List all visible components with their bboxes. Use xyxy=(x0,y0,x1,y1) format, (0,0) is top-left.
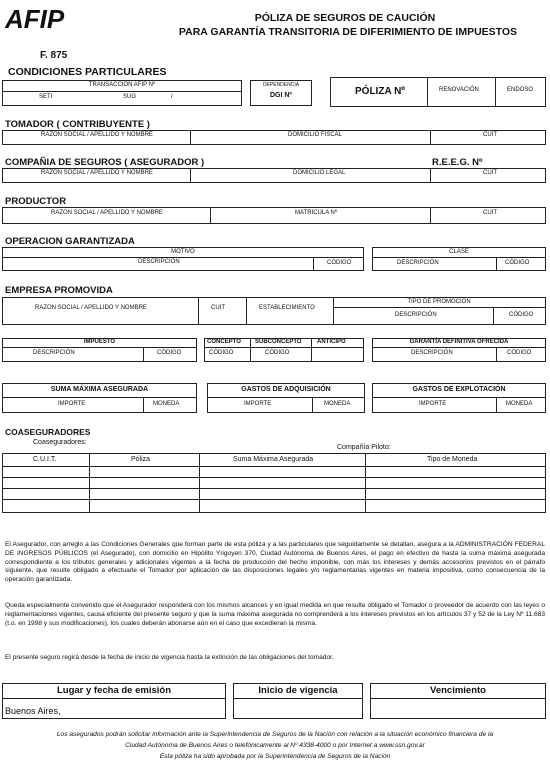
transaccion-label: TRANSACCIÓN AFIP Nº xyxy=(88,82,156,88)
inicio-vigencia-box xyxy=(233,683,363,719)
col-poliza: Póliza xyxy=(131,456,151,463)
tipo-promocion-descripcion-label: DESCRIPCIÓN xyxy=(395,312,437,318)
empresa-cuit-label: CUIT xyxy=(211,305,225,311)
suma-importe-label: IMPORTE xyxy=(58,401,86,407)
poliza-label: PÓLIZA Nº xyxy=(355,86,405,97)
clase-box xyxy=(372,247,546,271)
gastos-exp-importe-label: IMPORTE xyxy=(419,401,447,407)
col-cuit: C.U.I.T. xyxy=(33,456,57,463)
garantia-box xyxy=(372,338,546,362)
gastos-adq-importe-label: IMPORTE xyxy=(244,401,272,407)
vencimiento-box xyxy=(370,683,546,719)
legal-paragraph-1: El Asegurador, con arreglo a las Condiciones Generales que forman parte de esta póliza y a las particulares que seguidamente se detallan, asegura a la ADMINISTRACIÓN FEDERAL DE INGRESOS PÚBLICOS (el Asegurado), con domicilio en Hipólito Yrigoyen 370, Ciudad Autónoma de Buenos Aires, el pago en efectivo de hasta la suma máxima asegurada correspondiente a los tributos generales y adicionales vigentes a la fecha de producción del hecho imponible, con más los intereses y demás accesorios previstos en el párrafo siguiente, que resulte obligado a efectuarle el Tomador por aplicación de las disposiciones legales y/o reglamentarias vigentes en materia impositiva, como consecuencia de la operación garantizada. xyxy=(5,541,545,584)
clase-label: CLASE xyxy=(449,249,469,255)
footer-line-1: Los asegurados podrán solicitar información ante la Superintendencia de Seguros de la Nación con relación a la situación económico financiera de la xyxy=(56,731,494,738)
footer-line-2: Ciudad Autónoma de Buenos Aires o telefónicamente al Nº 4338-4000 o por Internet a www.ssn.gov.ar xyxy=(125,742,425,749)
operacion-title: OPERACION GARANTIZADA xyxy=(5,236,135,247)
tomador-title: TOMADOR ( CONTRIBUYENTE ) xyxy=(5,119,150,130)
page-title-line1: PÓLIZA DE SEGUROS DE CAUCIÓN xyxy=(254,12,436,24)
garantia-label: GARANTÍA DEFINITIVA OFRECIDA xyxy=(409,339,509,345)
coaseguradores-title: COASEGURADORES xyxy=(5,427,91,437)
gastos-adq-moneda-label: MONEDA xyxy=(324,401,351,407)
coaseguradores-label: Coaseguradores: xyxy=(33,439,87,446)
motivo-codigo-label: CÓDIGO xyxy=(327,260,352,266)
motivo-descripcion-label: DESCRIPCIÓN xyxy=(138,259,180,265)
endoso-label: ENDOSO xyxy=(507,87,534,93)
transaccion-box: TRANSACCIÓN AFIP Nº SETI SUG / xyxy=(2,80,242,106)
svg-text:AFIP: AFIP xyxy=(5,5,65,33)
compania-domicilio-label: DOMICILIO LEGAL xyxy=(293,170,346,176)
vencimiento-label: Vencimiento xyxy=(430,685,486,696)
impuesto-codigo-label: CÓDIGO xyxy=(157,350,182,356)
empresa-title: EMPRESA PROMOVIDA xyxy=(5,285,113,296)
concepto-box xyxy=(204,338,364,362)
impuesto-box xyxy=(2,338,197,362)
coaseguradores-table xyxy=(2,453,546,513)
compania-box xyxy=(2,168,546,183)
poliza-box xyxy=(330,77,546,107)
form-number: F. 875 xyxy=(40,50,68,61)
inicio-vigencia-label: Inicio de vigencia xyxy=(258,685,338,696)
garantia-codigo-label: CÓDIGO xyxy=(507,350,532,356)
impuesto-descripcion-label: DESCRIPCIÓN xyxy=(33,350,75,356)
tipo-promocion-codigo-label: CÓDIGO xyxy=(509,312,534,318)
empresa-establecimiento-label: ESTABLECIMIENTO xyxy=(259,305,315,311)
garantia-descripcion-label: DESCRIPCIÓN xyxy=(411,350,453,356)
concepto-codigo-label: CÓDIGO xyxy=(209,350,234,356)
gastos-exp-moneda-label: MONEDA xyxy=(506,401,533,407)
productor-box xyxy=(2,207,546,224)
tomador-cuit-label: CUIT xyxy=(483,132,497,138)
clase-descripcion-label: DESCRIPCIÓN xyxy=(397,260,439,266)
tipo-promocion-label: TIPO DE PROMOCIÓN xyxy=(407,299,471,305)
afip-logo xyxy=(5,5,85,33)
clase-codigo-label: CÓDIGO xyxy=(505,260,530,266)
reeg-label: R.E.E.G. Nº xyxy=(432,157,483,168)
gastos-explotacion-box xyxy=(372,383,546,413)
empresa-box xyxy=(2,297,546,325)
col-moneda: Tipo de Moneda xyxy=(427,456,478,463)
dependencia-box xyxy=(250,80,312,106)
suma-maxima-box xyxy=(2,383,197,413)
footer-line-3: Esta póliza ha sido aprobada por la Superintendencia de Seguros de la Nación xyxy=(159,753,391,760)
sug-label: SUG xyxy=(123,94,137,100)
subconcepto-label: SUBCONCEPTO xyxy=(255,339,302,345)
motivo-box xyxy=(2,247,364,271)
productor-cuit-label: CUIT xyxy=(483,210,497,216)
page-title-line2: PARA GARANTÍA TRANSITORIA DE DIFERIMIENTO DE IMPUESTOS xyxy=(178,26,518,38)
productor-title: PRODUCTOR xyxy=(5,196,67,207)
compania-piloto-label: Compañía Piloto: xyxy=(337,444,391,451)
subconcepto-codigo-label: CÓDIGO xyxy=(265,350,290,356)
suma-moneda-label: MONEDA xyxy=(153,401,180,407)
ciudad-value: Buenos Aires, xyxy=(5,706,61,716)
gastos-explotacion-label: GASTOS DE EXPLOTACIÓN xyxy=(412,386,506,393)
legal-paragraph-2: Queda especialmente convenido que el Asegurador responderá con los mismos alcances y en igual medida en que resulte obligado el Tomador o proveedor de acuerdo con las leyes o reglamentaciones vigentes, causa eficiente del presente seguro y que la suma máxima asegurada no comprenderá a los intereses previstos en los artículos 37 y 52 de la Ley Nº 11.683 (t.o. en 1998 y sus modificaciones), los cuales deberán abonarse aún en el caso que excedieran la misma. xyxy=(5,602,545,627)
impuesto-label: IMPUESTO xyxy=(83,339,116,345)
legal-paragraph-3: El presente seguro regirá desde la fecha de inicio de vigencia hasta la extinción de las obligaciones del tomador. xyxy=(5,654,334,661)
compania-title: COMPAÑIA DE SEGUROS ( ASEGURADOR ) xyxy=(5,157,205,168)
compania-razon-label: RAZON SOCIAL / APELLIDO Y NOMBRE xyxy=(41,170,153,176)
dependencia-label: DEPENDENCIA xyxy=(262,82,300,88)
dgi-label: DGI Nº xyxy=(269,92,292,99)
compania-cuit-label: CUIT xyxy=(483,170,497,176)
tomador-box xyxy=(2,130,546,145)
renovacion-label: RENOVACIÓN xyxy=(439,87,479,93)
productor-razon-label: RAZON SOCIAL / APELLIDO Y NOMBRE xyxy=(51,210,163,216)
lugar-fecha-label: Lugar y fecha de emisión xyxy=(56,685,172,696)
col-suma: Suma Máxima Asegurada xyxy=(233,456,314,463)
productor-matricula-label: MATRICULA Nº xyxy=(295,210,338,216)
section-title: CONDICIONES PARTICULARES xyxy=(8,66,167,78)
tomador-domicilio-label: DOMICILIO FISCAL xyxy=(288,132,343,138)
motivo-label: MOTIVO xyxy=(171,249,195,255)
gastos-adquisicion-label: GASTOS DE ADQUISICIÓN xyxy=(241,386,331,393)
gastos-adquisicion-box xyxy=(207,383,365,413)
concepto-label: CONCEPTO xyxy=(207,339,241,345)
suma-maxima-label: SUMA MÁXIMA ASEGURADA xyxy=(50,386,149,393)
lugar-fecha-box xyxy=(2,683,226,719)
empresa-razon-label: RAZON SOCIAL / APELLIDO Y NOMBRE xyxy=(35,305,147,311)
anticipo-label: ANTICIPO xyxy=(317,339,346,345)
tomador-razon-label: RAZON SOCIAL / APELLIDO Y NOMBRE xyxy=(41,132,153,138)
seti-label: SETI xyxy=(39,94,53,100)
